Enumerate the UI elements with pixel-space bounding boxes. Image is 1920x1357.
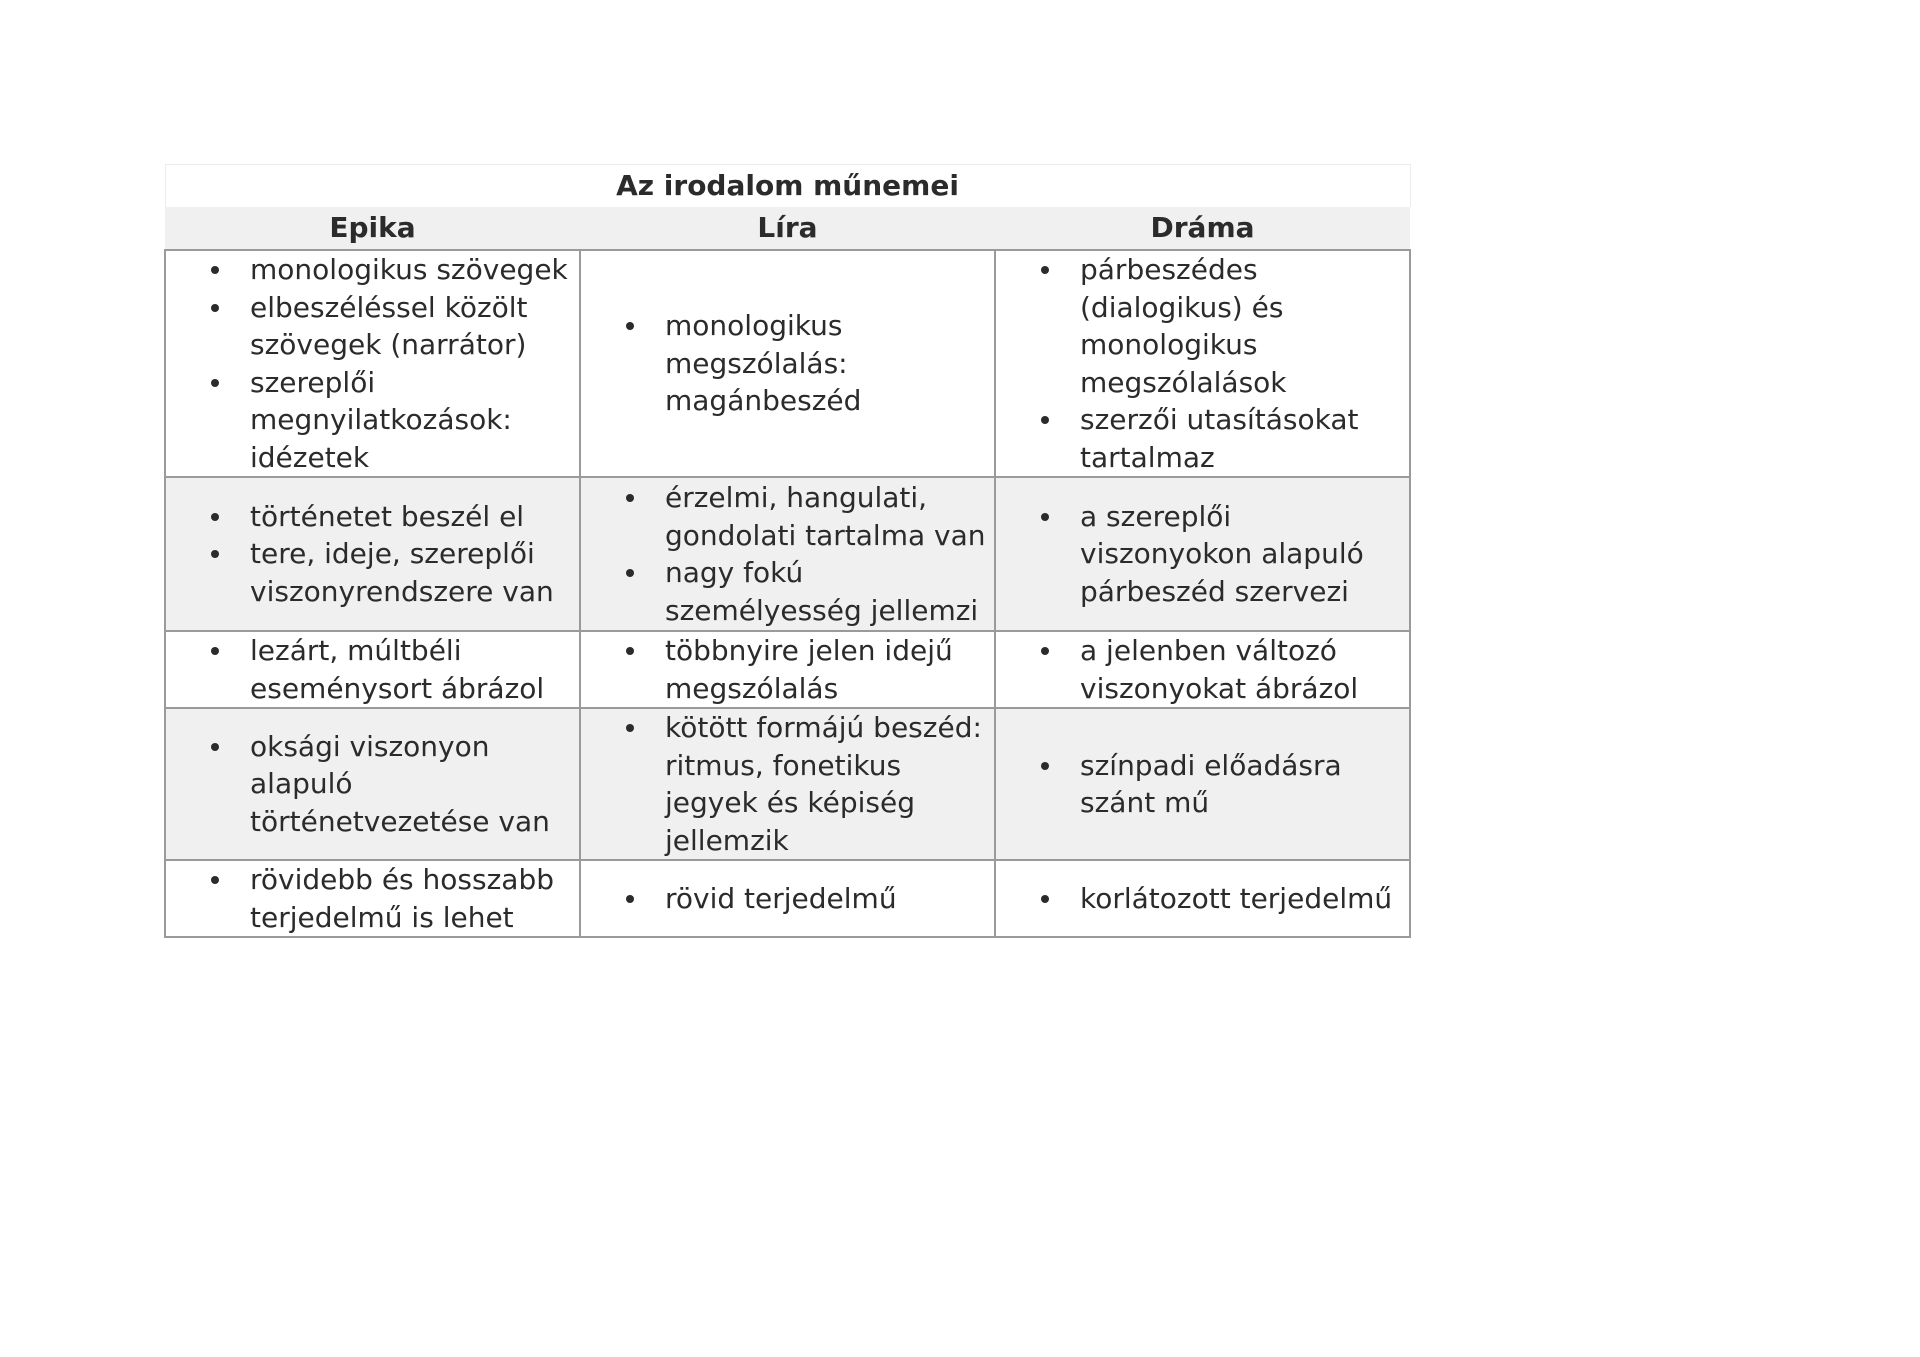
table-cell-lira (580, 631, 995, 708)
bullet-list (581, 307, 988, 420)
bullet-list (166, 251, 573, 476)
list-item: rövid terjedelmű (581, 880, 988, 918)
table-cell-drama (995, 860, 1410, 937)
table-body (165, 250, 1410, 937)
bullet-list (166, 498, 573, 611)
bullet-list (996, 747, 1403, 822)
bullet-list (581, 632, 988, 707)
table-cell-drama (995, 477, 1410, 631)
table-cell-drama (995, 708, 1410, 860)
list-item: színpadi előadásra szánt mű (996, 747, 1403, 822)
list-item: elbeszéléssel közölt szövegek (narrátor) (166, 289, 573, 364)
table-cell-lira (580, 477, 995, 631)
table-row (165, 860, 1410, 937)
list-item: párbeszédes (dialogikus) és monologikus megszólalások (996, 251, 1403, 401)
bullet-list (166, 728, 573, 841)
list-item: szerzői utasításokat tartalmaz (996, 401, 1403, 476)
list-item: nagy fokú személyesség jellemzi (581, 554, 988, 629)
column-header-drama: Dráma (995, 207, 1410, 250)
bullet-list (166, 632, 573, 707)
bullet-list (996, 880, 1403, 918)
table-cell-lira (580, 860, 995, 937)
table-cell-drama (995, 250, 1410, 477)
bullet-list (996, 498, 1403, 611)
bullet-list (581, 880, 988, 918)
table-row (165, 631, 1410, 708)
list-item: többnyire jelen idejű megszólalás (581, 632, 988, 707)
list-item: oksági viszonyon alapuló történetvezetése van (166, 728, 573, 841)
bullet-list (166, 861, 573, 936)
list-item: monologikus szövegek (166, 251, 573, 289)
bullet-list (996, 632, 1403, 707)
list-item: tere, ideje, szereplői viszonyrendszere van (166, 535, 573, 610)
list-item: érzelmi, hangulati, gondolati tartalma van (581, 479, 988, 554)
header-row (165, 207, 1410, 250)
table-cell-epika (165, 631, 580, 708)
table-row (165, 250, 1410, 477)
list-item: kötött formájú beszéd: ritmus, fonetikus jegyek és képiség jellemzik (581, 709, 988, 859)
table-cell-epika (165, 477, 580, 631)
column-header-lira: Líra (580, 207, 995, 250)
table-cell-lira (580, 250, 995, 477)
bullet-list (581, 479, 988, 629)
bullet-list (996, 251, 1403, 476)
list-item: monologikus megszólalás: magánbeszéd (581, 307, 988, 420)
table-cell-drama (995, 631, 1410, 708)
title-row (165, 165, 1410, 208)
table-cell-epika (165, 860, 580, 937)
list-item: korlátozott terjedelmű (996, 880, 1403, 918)
list-item: lezárt, múltbéli eseménysort ábrázol (166, 632, 573, 707)
list-item: a szereplői viszonyokon alapuló párbeszéd szervezi (996, 498, 1403, 611)
list-item: történetet beszél el (166, 498, 573, 536)
table-cell-epika (165, 250, 580, 477)
table-title: Az irodalom műnemei (165, 165, 1410, 208)
list-item: rövidebb és hosszabb terjedelmű is lehet (166, 861, 573, 936)
bullet-list (581, 709, 988, 859)
table-cell-epika (165, 708, 580, 860)
list-item: a jelenben változó viszonyokat ábrázol (996, 632, 1403, 707)
table-row (165, 708, 1410, 860)
genres-table (164, 164, 1411, 938)
table-cell-lira (580, 708, 995, 860)
list-item: szereplői megnyilatkozások: idézetek (166, 364, 573, 477)
column-header-epika: Epika (165, 207, 580, 250)
table-row (165, 477, 1410, 631)
